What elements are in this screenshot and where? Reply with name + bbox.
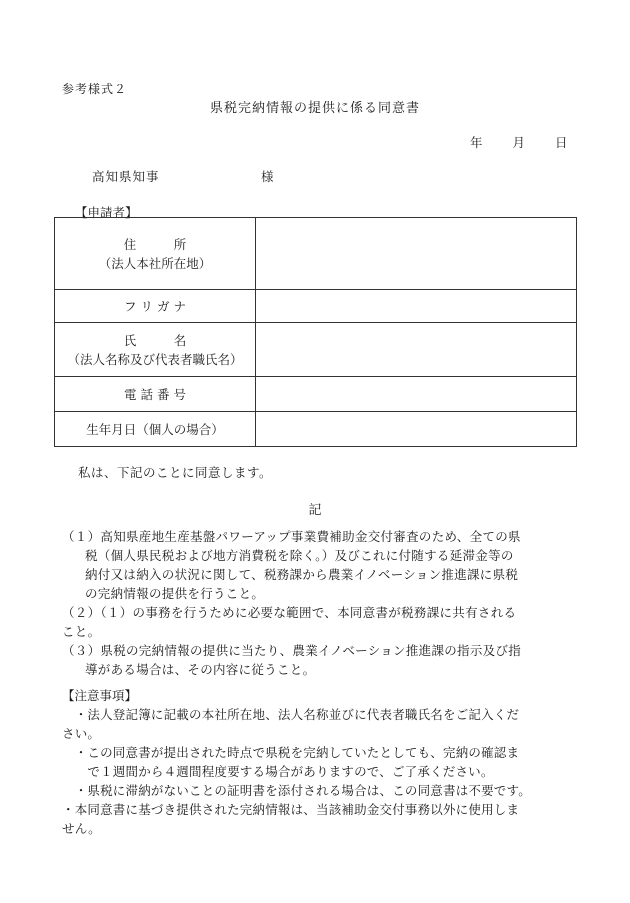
note-line: せん。 — [62, 821, 101, 836]
applicant-heading: 【申請者】 — [75, 205, 138, 220]
note-line: ・県税に滞納がないことの証明書を添付される場合は、この同意書は不要です。 — [62, 783, 531, 798]
item-1-line-2: 税（個人県民税および地方消費税を除く。）及びこれに付随する延滞金等の — [85, 548, 514, 563]
phone-label — [55, 377, 256, 412]
note-line: ・法人登記簿に記載の本社所在地、法人名称並びに代表者職氏名をご記入くだ — [62, 707, 520, 722]
birthdate-label — [55, 412, 256, 447]
address-label — [55, 218, 256, 290]
date-day: 日 — [555, 135, 568, 150]
birthdate-field[interactable] — [256, 412, 577, 447]
address-label-main: 住 所 — [123, 236, 187, 252]
ki-heading: 記 — [308, 503, 322, 518]
notes-heading: 【注意事項】 — [62, 688, 138, 703]
item-3-line-2: 導がある場合は、その内容に従うこと。 — [85, 662, 316, 677]
item-2-line-1: （２）（１）の事務を行うために必要な範囲で、本同意書が税務課に共有される — [62, 605, 517, 620]
name-label-sub: （法人名称及び代表者職氏名） — [67, 351, 243, 367]
note-line: さい。 — [62, 726, 101, 741]
name-field[interactable] — [256, 323, 577, 377]
note-line: で１週間から４週間程度要する場合がありますので、ご了承ください。 — [62, 764, 494, 779]
agreement-statement: 私は、下記のことに同意します。 — [78, 465, 273, 480]
note-line: ・本同意書に基づき提供された完納情報は、当該補助金交付事務以外に使用しま — [62, 802, 520, 817]
date-year: 年 — [470, 135, 483, 150]
item-1-line-4: の完納情報の提供を行うこと。 — [85, 586, 265, 601]
date-line — [470, 133, 568, 151]
table-row — [55, 323, 577, 377]
item-2-line-2: こと。 — [62, 624, 101, 639]
furigana-label-main: フ リ ガ ナ — [124, 298, 186, 314]
item-3-line-1: （３）県税の完納情報の提供に当たり、農業イノベーション推進課の指示及び指 — [62, 643, 522, 658]
address-field[interactable] — [256, 218, 577, 290]
furigana-field[interactable] — [256, 290, 577, 323]
item-1-line-1: （１）高知県産地生産基盤パワーアップ事業費補助金交付審査のため、全ての県 — [62, 529, 521, 544]
table-row — [55, 218, 577, 290]
consent-items — [62, 527, 582, 679]
date-month: 月 — [512, 135, 526, 150]
document-title: 県税完納情報の提供に係る同意書 — [209, 101, 420, 116]
phone-label-main: 電 話 番 号 — [124, 386, 186, 402]
address-label-sub: （法人本社所在地） — [98, 255, 212, 271]
addressee-name: 高知県知事 — [92, 169, 160, 184]
table-row — [55, 290, 577, 323]
form-reference: 参考様式２ — [62, 82, 128, 96]
addressee-honorific: 様 — [261, 169, 274, 184]
note-line: ・この同意書が提出された時点で県税を完納していたとしても、完納の確認ま — [62, 745, 520, 760]
birthdate-label-main: 生年月日（個人の場合） — [86, 421, 224, 437]
table-row — [55, 377, 577, 412]
item-1-line-3: 納付又は納入の状況に関して、税務課から農業イノベーション推進課に県税 — [85, 567, 519, 582]
furigana-label — [55, 290, 256, 323]
table-row — [55, 412, 577, 447]
applicant-table — [54, 217, 577, 447]
phone-field[interactable] — [256, 377, 577, 412]
name-label — [55, 323, 256, 377]
name-label-main: 氏 名 — [123, 332, 187, 348]
notes-list — [62, 705, 582, 838]
